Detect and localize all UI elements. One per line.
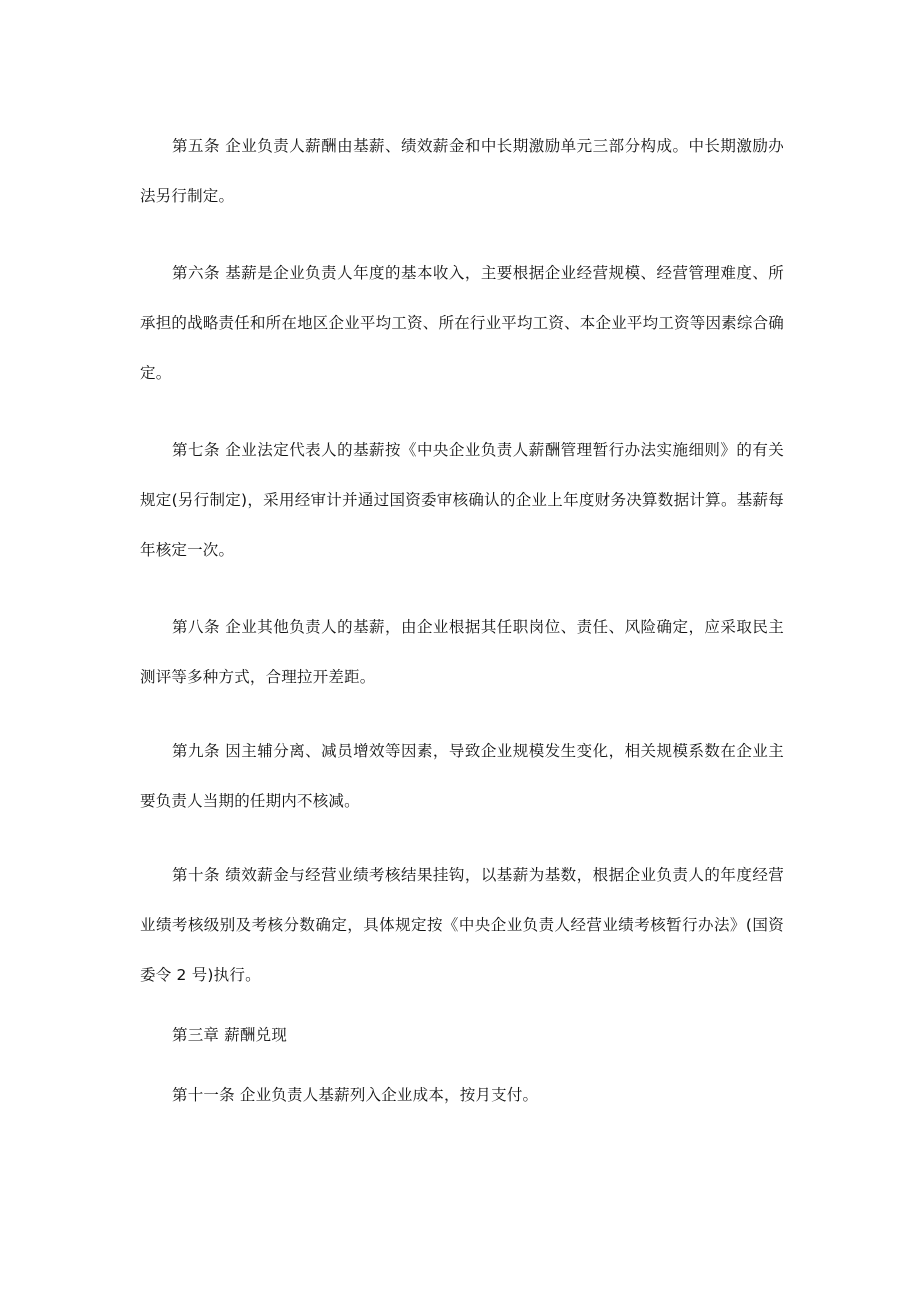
article-11-paragraph: 第十一条 企业负责人基薪列入企业成本，按月支付。 (172, 1086, 539, 1104)
article-7-paragraph: 第七条 企业法定代表人的基薪按《中央企业负责人薪酬管理暂行办法实施细则》的有关规定(另行制定)，采用经审计并通过国资委审核确认的企业上年度财务决算数据计算。基薪每年核定一次。 (140, 441, 784, 559)
article-9-paragraph: 第九条 因主辅分离、减员增效等因素，导致企业规模发生变化，相关规模系数在企业主要负责人当期的任期内不核减。 (140, 742, 784, 810)
chapter-3-heading: 第三章 薪酬兑现 (172, 1026, 288, 1044)
article-8-paragraph: 第八条 企业其他负责人的基薪，由企业根据其任职岗位、责任、风险确定，应采取民主测评等多种方式，合理拉开差距。 (140, 618, 784, 686)
article-5-paragraph: 第五条 企业负责人薪酬由基薪、绩效薪金和中长期激励单元三部分构成。中长期激励办法另行制定。 (140, 137, 784, 205)
article-10-paragraph: 第十条 绩效薪金与经营业绩考核结果挂钩，以基薪为基数，根据企业负责人的年度经营业绩考核级别及考核分数确定，具体规定按《中央企业负责人经营业绩考核暂行办法》(国资委令 2 号)执行。 (140, 866, 784, 984)
article-6-paragraph: 第六条 基薪是企业负责人年度的基本收入，主要根据企业经营规模、经营管理难度、所承担的战略责任和所在地区企业平均工资、所在行业平均工资、本企业平均工资等因素综合确定。 (140, 264, 784, 382)
